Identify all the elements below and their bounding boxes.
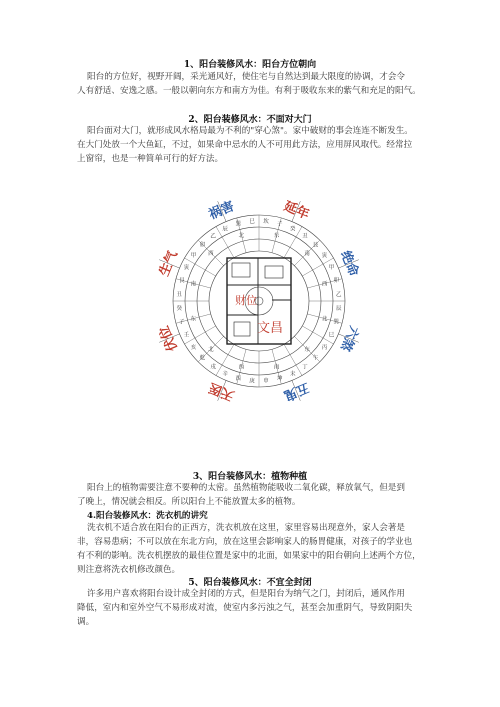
compass-ring-char: 乾 (199, 355, 206, 362)
compass-ring-char: 巳 (328, 332, 335, 339)
compass-ring-char: 寅 (321, 253, 328, 260)
compass-inner-char: 北 (208, 347, 214, 354)
section-1-paragraph (77, 70, 434, 98)
compass-ring-char: 乙 (335, 291, 342, 298)
compass-outer-label: 绝命 (337, 248, 361, 279)
section-2-paragraph (77, 124, 434, 166)
compass-ring-char: 坤 (276, 376, 283, 383)
compass-ring-char: 艮 (178, 278, 185, 285)
compass-ring-char: 辛 (222, 371, 228, 378)
section-5-paragraph (77, 587, 434, 629)
section-1-line-2: 人有舒适、安逸之感。一般以朝向东方和南方为佳。有利于吸收东来的紫气和充足的阳气。 (77, 86, 421, 96)
compass-inner-char: 东 (304, 347, 310, 354)
compass-ring-char: 未 (290, 371, 296, 378)
compass-ring-char: 巽 (235, 221, 242, 228)
section-5-title: 5、阳台装修风水：不宜全封闭 (188, 578, 312, 588)
section-2-line-1: 阳台面对大门，就形成风水格局最为不利的"穿心煞"。家中破财的事会连连不断发生。 (87, 126, 413, 136)
section-4-line-2: 非，容易患病；不可以放在东北方向，放在这里会影响家人的肠胃健康，对孩子的学业也 (77, 537, 413, 547)
compass-ring-char: 甲 (190, 253, 197, 260)
center-label-wenchang: 文昌 (256, 321, 284, 336)
compass-ring-char: 卯 (199, 242, 206, 249)
floor-plan-room (232, 263, 250, 277)
compass-ring-char: 戌 (210, 364, 216, 371)
compass-ring-char: 丑 (176, 291, 183, 298)
section-5-line-2: 降低，室内和室外空气不易形成对流，使室内多污浊之气，甚至会加重阴气，导致阴阳失 (77, 603, 413, 613)
center-label-caiwei: 财位 (235, 294, 257, 307)
compass-inner-char: 西 (321, 281, 328, 288)
compass-ring-char: 坎 (263, 219, 269, 226)
section-3-title: 3、阳台装修风水：植物种植 (192, 472, 308, 482)
compass-ring-char: 庚 (249, 378, 255, 385)
section-4-line-3: 有不利的影响。洗衣机摆放的最佳位置是家中的北面，如果家中的阳台朝向上述两个方位， (77, 551, 421, 561)
compass-outer-label: 祸害 (206, 199, 237, 223)
compass-ring-char: 辰 (335, 305, 342, 312)
compass-outer-label: 五鬼 (281, 379, 312, 403)
bagua-compass-diagram (148, 190, 370, 412)
compass-ring-char: 寅 (183, 265, 190, 272)
section-1-title: 1、阳台装修风水：阳台方位朝向 (183, 60, 317, 70)
section-3-paragraph (77, 481, 434, 509)
compass-ring-char: 甲 (328, 265, 335, 272)
compass-outer-label: 六煞 (337, 323, 361, 354)
compass-inner-char: 南 (190, 281, 197, 288)
compass-ring-char: 丙 (321, 344, 328, 351)
section-2-title: 2、阳台装修风水：不面对大门 (188, 115, 312, 125)
compass-inner-char: 西 (208, 250, 214, 257)
ring-4 (208, 251, 310, 354)
section-3-line-1: 阳台上的植物需要注意不要种的太密。虽然植物能吸收二氧化碳，释放氧气，但是到 (87, 483, 405, 493)
compass-svg (148, 190, 370, 412)
section-3-line-2: 了晚上，情况就会相反。所以阳台上不能放置太多的植物。 (77, 497, 301, 507)
compass-inner-char: 南 (304, 250, 310, 257)
compass-inner-char: 东 (273, 233, 280, 240)
section-4-paragraph (77, 521, 434, 577)
compass-ring-char: 癸 (290, 226, 296, 233)
compass-ring-char: 艮 (312, 242, 319, 249)
compass-ring-char: 酉 (235, 376, 242, 383)
compass-ring-char: 丁 (302, 364, 308, 371)
section-4-line-1: 洗衣机不适合放在阳台的正西方，洗衣机放在这里，家里容易出现意外，家人会著是 (87, 523, 405, 533)
compass-outer-label: 天医 (206, 379, 237, 403)
compass-outer-label: 延年 (281, 199, 312, 223)
compass-ring-char: 亥 (190, 344, 197, 351)
compass-inner-char: 南 (273, 364, 280, 371)
compass-ring-char: 子 (276, 221, 283, 228)
compass-inner-char: 北 (238, 233, 245, 240)
compass-inner-char: 西 (238, 364, 245, 371)
compass-inner-char: 北 (321, 316, 328, 323)
compass-ring-char: 申 (263, 378, 269, 385)
compass-ring-char: 壬 (183, 332, 190, 339)
section-4-title: 4.阳台装修风水：洗衣机的讲究 (87, 511, 208, 521)
compass-spokes (159, 201, 359, 401)
section-1-line-1: 阳台的方位好，视野开阔，采光通风好，使住宅与自然达到最大限度的协调，才会令 (87, 72, 405, 82)
section-2-line-2: 在大门处放一个大鱼缸，不过，如果命中忌水的人不可用此方法，应用屏风取代。经常拉 (77, 140, 413, 150)
section-5-line-3: 调。 (77, 617, 95, 627)
compass-outer-label: 生气 (157, 248, 181, 279)
compass-ring-char: 辰 (222, 226, 228, 233)
compass-ring-char: 乙 (210, 233, 216, 240)
floor-plan-room (234, 322, 250, 336)
compass-ring-char: 卯 (333, 278, 340, 285)
compass-ring-char: 癸 (176, 305, 183, 312)
compass-inner-text (191, 231, 328, 370)
section-5-line-1: 许多用户喜欢将阳台设计成全封闭的方式，但是阳台为纳气之门，封闭后，通风作用 (87, 589, 405, 599)
compass-ring-char: 巳 (249, 219, 255, 226)
compass-outer-label: 伏位 (157, 323, 181, 354)
section-4-line-4: 则注意将洗衣机修改颜色。 (77, 565, 181, 575)
compass-ring-char: 巽 (333, 319, 340, 326)
compass-ring-char: 午 (312, 355, 319, 362)
section-2-line-3: 上窗帘，也是一种简单可行的好方法。 (77, 154, 224, 164)
floor-plan-room (265, 266, 283, 278)
compass-ring-char: 子 (178, 319, 185, 326)
compass-inner-char: 东 (190, 316, 197, 323)
compass-ring-char: 丑 (302, 233, 308, 240)
